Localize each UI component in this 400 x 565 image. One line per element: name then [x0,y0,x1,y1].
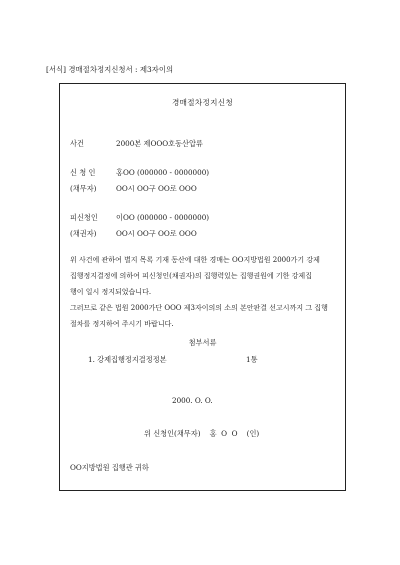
respondent-label: 피신청인 [70,213,98,222]
body-line: 집행정지결정에 의하여 피신청인(채권자)의 집행력있는 집행권원에 기한 강제집 [70,272,312,280]
body-line: 위 사건에 관하여 별지 목록 기재 동산에 대한 경매는 OO지방법원 2000가기 강제 [70,256,320,264]
case-number: 2000본 제OOO호동산압류 [116,139,203,148]
filing-date: 2000. O. O. [172,396,213,405]
applicant-role: (채무자) [70,184,97,193]
body-line: 행이 일시 정지되었습니다. [70,288,152,296]
respondent-address: OO시 OO구 OO로 OOO [116,229,197,238]
applicant-signature: 위 신청인(채무자) 홍 O O (인) [144,429,260,438]
case-label: 사건 [70,139,84,148]
body-line: 그러므로 같은 법원 2000가단 OOO 제3자이의의 소의 본안판결 선고시까지 그 집행 [70,304,328,312]
attachments-heading: 첨부서류 [188,338,217,347]
body-line: 절차를 정지하여 주시기 바랍니다. [70,320,174,328]
respondent-name-id: 이OO (000000 - 0000000) [116,213,210,222]
attachment-item-label: 1. 강제집행정지결정정본 [88,355,167,364]
applicant-address: OO시 OO구 OO로 OOO [116,184,197,193]
applicant-label: 신 청 인 [70,168,96,177]
respondent-role: (채권자) [70,229,97,238]
form-reference-header: [서식] 경매절차정지신청서 : 제3자이의 [46,65,174,74]
application-form [59,83,346,491]
document-title: 경매절차정지신청 [171,98,234,107]
attachment-item-count: 1통 [246,355,258,364]
recipient: OO지방법원 집행관 귀하 [70,463,149,472]
applicant-name-id: 홍OO (000000 - 0000000) [116,168,210,177]
